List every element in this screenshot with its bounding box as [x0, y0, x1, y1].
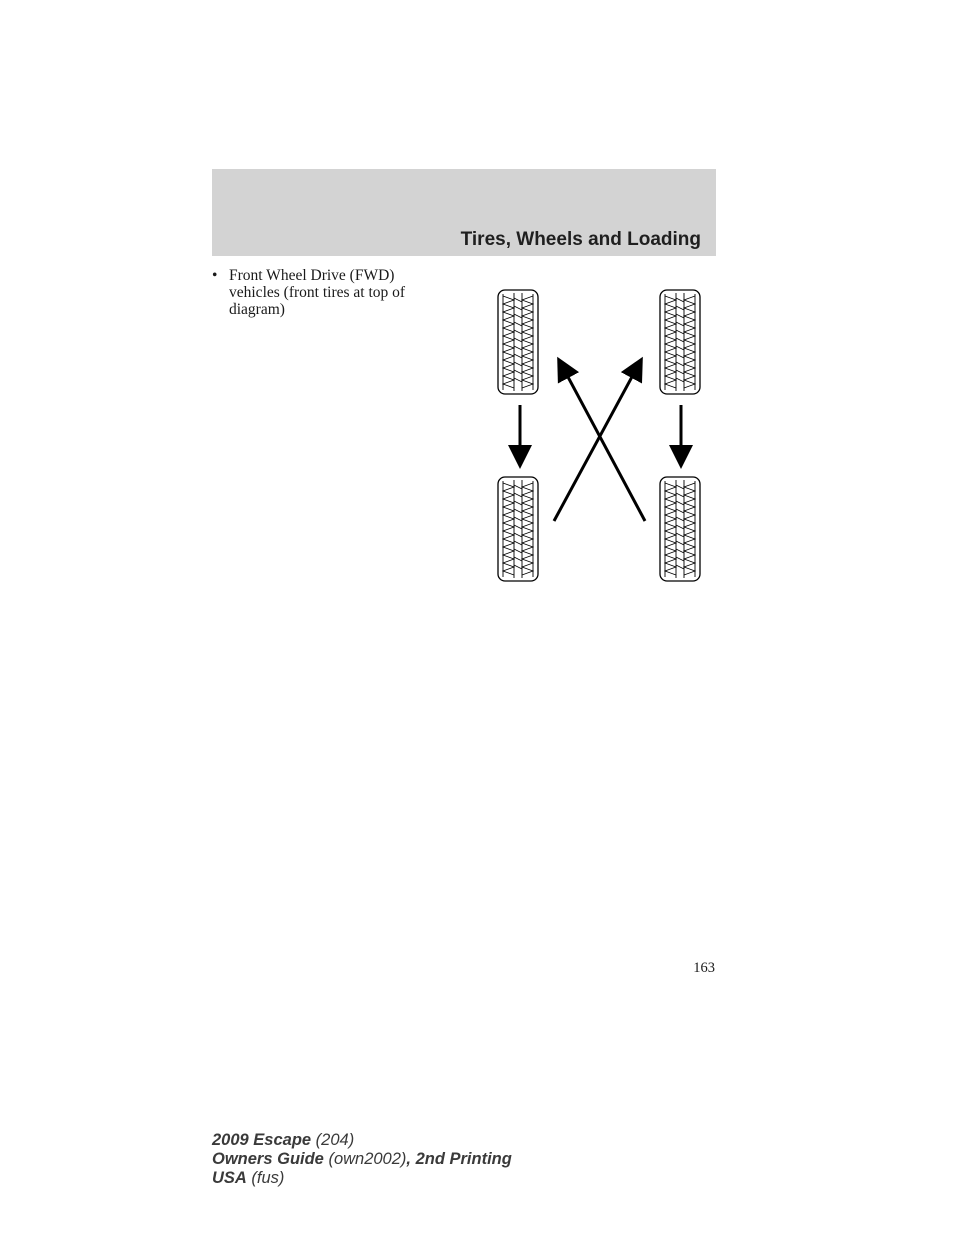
footer-line — [212, 1150, 512, 1169]
bullet-icon: • — [212, 267, 218, 284]
document-footer — [212, 1131, 512, 1188]
bullet-text-line: vehicles (front tires at top of — [229, 284, 406, 301]
tire-rotation-diagram — [480, 280, 720, 590]
footer-market: USA — [212, 1169, 247, 1187]
footer-printing: , 2nd Printing — [406, 1150, 512, 1168]
footer-line — [212, 1131, 512, 1150]
footer-guide-code: (own2002) — [323, 1150, 407, 1168]
footer-line — [212, 1169, 512, 1188]
bullet-text — [229, 267, 441, 318]
section-header — [212, 169, 716, 256]
page-number: 163 — [693, 960, 715, 976]
footer-model: 2009 Escape — [212, 1131, 312, 1149]
footer-market-code: (fus) — [246, 1169, 285, 1187]
tire-rear-right — [660, 477, 700, 581]
bullet-text-line: diagram) — [229, 301, 285, 318]
footer-model-code: (204) — [311, 1131, 355, 1149]
footer-guide: Owners Guide — [212, 1150, 324, 1168]
tire-front-right — [660, 290, 700, 394]
arrow-rear-left-to-front-right — [554, 362, 640, 521]
bullet-text-line: Front Wheel Drive (FWD) — [229, 267, 395, 284]
section-title: Tires, Wheels and Loading — [460, 229, 701, 250]
tire-rear-left — [498, 477, 538, 581]
tire-front-left — [498, 290, 538, 394]
arrow-rear-right-to-front-left — [560, 362, 645, 521]
